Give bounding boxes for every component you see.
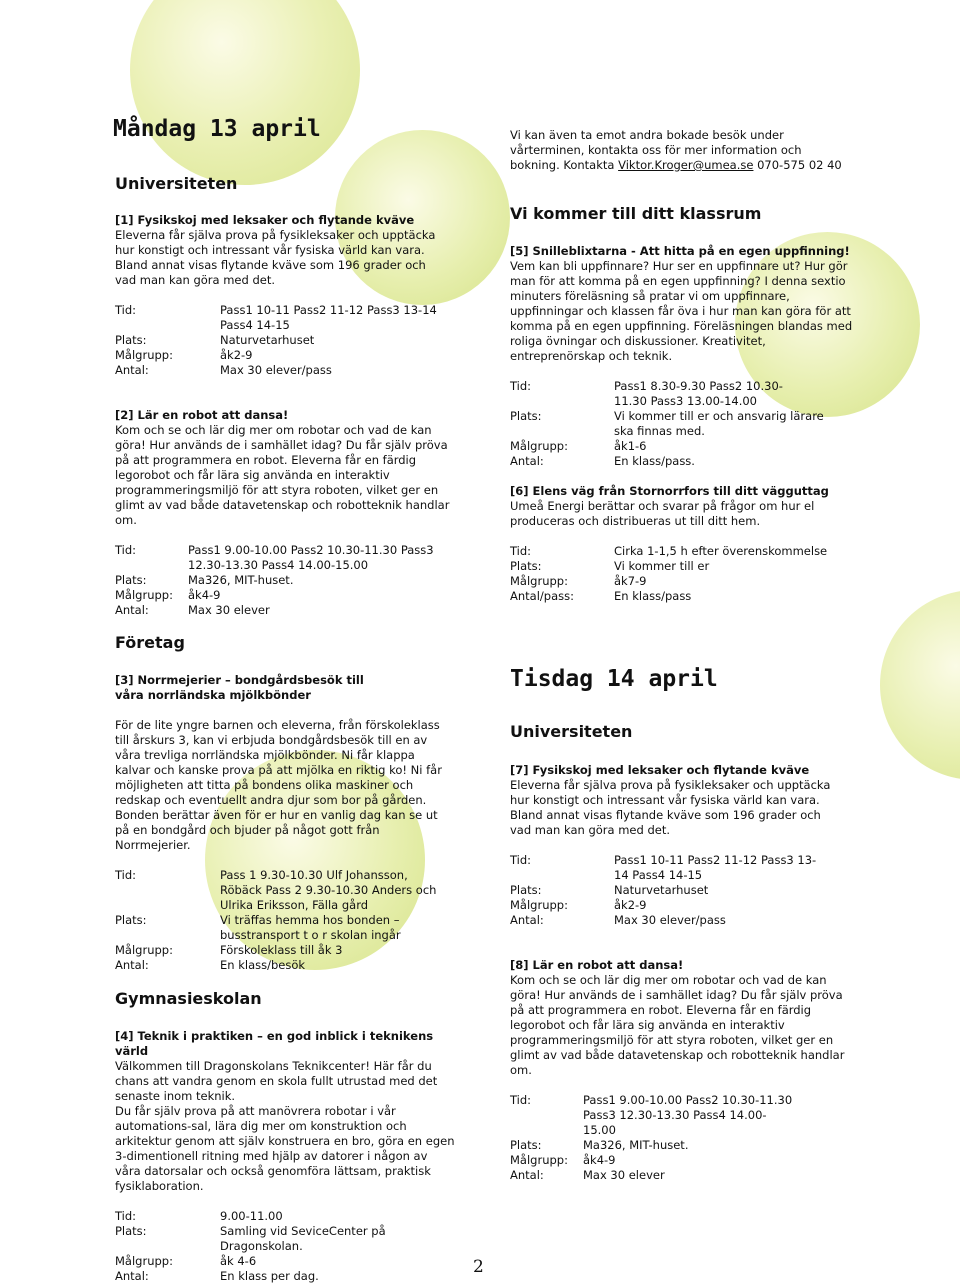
detail-row <box>115 303 450 333</box>
detail-label: Plats: <box>510 1138 542 1152</box>
detail-row <box>510 1153 850 1168</box>
detail-row <box>115 913 450 943</box>
detail-row <box>115 603 450 618</box>
detail-value: Max 30 elever/pass <box>220 363 332 377</box>
detail-label: Plats: <box>115 1224 147 1238</box>
detail-value: Vi träffas hemma hos bonden – busstransport t o r skolan ingår <box>220 913 401 942</box>
detail-label: Tid: <box>510 379 532 393</box>
detail-value: Cirka 1-1,5 h efter överenskommelse <box>614 544 828 558</box>
monday-date-heading: Måndag 13 april <box>113 116 321 142</box>
detail-row <box>510 898 845 913</box>
item-3 <box>115 673 450 973</box>
detail-value: Förskoleklass till åk 3 <box>220 943 343 957</box>
detail-row <box>510 853 845 883</box>
detail-value: Naturvetarhuset <box>220 333 315 347</box>
item-title: [3] Norrmejerier – bondgårdsbesök till våra norrländska mjölkbönder <box>115 673 364 702</box>
item-title: [6] Elens väg från Stornorrfors till ditt vägguttag <box>510 484 829 498</box>
detail-label: Tid: <box>115 303 137 317</box>
detail-value: Pass1 10-11 Pass2 11-12 Pass3 13-14 Pass4 14-15 <box>220 303 437 332</box>
detail-label: Målgrupp: <box>115 1254 173 1268</box>
detail-row <box>510 544 845 559</box>
item-title: [8] Lär en robot att dansa! <box>510 958 684 972</box>
intro-text: Vi kan även ta emot andra bokade besök under vårterminen, kontakta oss för mer information och bokning. Kontakta <box>510 128 802 172</box>
detail-value: Pass 1 9.30-10.30 Ulf Johansson, Röbäck Pass 2 9.30-10.30 Anders och Ulrika Eriksson, Fälla gård <box>220 868 437 912</box>
item-body: För de lite yngre barnen och eleverna, från förskoleklass till årskurs 3, kan vi erbjuda bondgårdsbesök till en av våra trevliga norrländska mjölkbönder. Ni får klappa kalvar och kanske prova på att mjölka en riktig ko! Ni får möjligheten att titta på bondens olika maskiner och redskap och eventuellt andra djur som bor på gården. Bonden berättar även för er hur en vanlig dag kan se ut på en bondgård och bjuder på något gott från Norrmejerier. <box>115 718 442 852</box>
detail-row <box>510 409 855 439</box>
item-body: Kom och se och lär dig mer om robotar och vad de kan göra! Hur används de i samhället idag? Du får själv pröva på att programmera en robot. Eleverna får en färdig legorobot och får lära sig använda en interaktiv programmeringsmiljö för att styra roboten, vilket ger en glimt av vad både datavetenskap och robotteknik handlar om. <box>510 973 845 1077</box>
item-5 <box>510 244 855 469</box>
detail-label: Plats: <box>115 573 147 587</box>
detail-label: Målgrupp: <box>115 943 173 957</box>
page-number: 2 <box>473 1257 484 1277</box>
detail-label: Målgrupp: <box>510 574 568 588</box>
detail-value: Max 30 elever <box>583 1168 665 1182</box>
detail-label: Tid: <box>510 544 532 558</box>
detail-value: Pass1 9.00-10.00 Pass2 10.30-11.30 Pass3 12.30-13.30 Pass4 14.00-15.00 <box>188 543 434 572</box>
detail-label: Antal: <box>115 1269 149 1283</box>
detail-row <box>115 573 450 588</box>
detail-row <box>115 348 450 363</box>
item-title: [4] Teknik i praktiken – en god inblick i teknikens värld <box>115 1029 434 1058</box>
contact-email-link[interactable]: Viktor.Kroger@umea.se <box>618 158 754 172</box>
detail-row <box>510 913 845 928</box>
detail-value: En klass per dag. <box>220 1269 319 1283</box>
detail-value: åk4-9 <box>583 1153 616 1167</box>
item-1 <box>115 213 450 378</box>
detail-row <box>510 1138 850 1153</box>
detail-value: 9.00-11.00 <box>220 1209 283 1223</box>
item-7 <box>510 763 845 928</box>
detail-value: Pass1 9.00-10.00 Pass2 10.30-11.30 Pass3 12.30-13.30 Pass4 14.00-15.00 <box>583 1093 793 1137</box>
detail-label: Målgrupp: <box>115 348 173 362</box>
detail-label: Tid: <box>115 543 137 557</box>
detail-value: En klass/pass. <box>614 454 695 468</box>
detail-row <box>115 588 450 603</box>
item-body: Kom och se och lär dig mer om robotar och vad de kan göra! Hur används de i samhället idag? Du får själv pröva på att programmera en robot. Eleverna får en färdig legorobot och får lära sig använda en interaktiv programmeringsmiljö för att styra roboten, vilket ger en glimt av vad både datavetenskap och robotteknik handlar om. <box>115 423 450 527</box>
detail-value: Ma326, MIT-huset. <box>188 573 294 587</box>
detail-row <box>115 543 450 573</box>
item-6 <box>510 484 845 604</box>
detail-label: Målgrupp: <box>510 1153 568 1167</box>
gymnasie-heading: Gymnasieskolan <box>115 989 262 1008</box>
detail-label: Tid: <box>115 868 137 882</box>
detail-label: Antal/pass: <box>510 589 574 603</box>
detail-row <box>115 1269 455 1284</box>
detail-label: Målgrupp: <box>510 439 568 453</box>
detail-row <box>510 589 845 604</box>
detail-row <box>115 1224 455 1254</box>
item-title: [2] Lär en robot att dansa! <box>115 408 289 422</box>
detail-label: Plats: <box>510 559 542 573</box>
detail-label: Plats: <box>510 409 542 423</box>
detail-row <box>115 868 450 913</box>
item-body: Umeå Energi berättar och svarar på frågor om hur el produceras och distribueras ut till ditt hem. <box>510 499 815 528</box>
item-title: [5] Snilleblixtarna - Att hitta på en egen uppfinning! <box>510 244 850 258</box>
detail-label: Målgrupp: <box>510 898 568 912</box>
detail-row <box>510 559 845 574</box>
detail-value: åk4-9 <box>188 588 221 602</box>
decorative-circle <box>880 590 960 780</box>
item-4 <box>115 1029 455 1284</box>
item-8 <box>510 958 850 1183</box>
detail-value: En klass/besök <box>220 958 306 972</box>
item-body: Eleverna får själva prova på fysikleksaker och upptäcka hur konstigt och intressant vår fysiska värld kan vara. Bland annat visas flytande kväve som 196 grader och vad man kan göra med det. <box>510 778 831 837</box>
detail-value: En klass/pass <box>614 589 692 603</box>
detail-value: Vi kommer till er <box>614 559 710 573</box>
item-title: [7] Fysikskoj med leksaker och flytande kväve <box>510 763 810 777</box>
detail-row <box>115 1209 455 1224</box>
detail-label: Antal: <box>115 603 149 617</box>
item-2 <box>115 408 450 618</box>
detail-label: Antal: <box>510 913 544 927</box>
detail-label: Antal: <box>115 958 149 972</box>
detail-row <box>115 1254 455 1269</box>
detail-row <box>510 379 855 409</box>
detail-value: Samling vid SeviceCenter på Dragonskolan. <box>220 1224 386 1253</box>
detail-label: Antal: <box>115 363 149 377</box>
detail-value: Naturvetarhuset <box>614 883 709 897</box>
item-body: Eleverna får själva prova på fysikleksaker och upptäcka hur konstigt och intressant vår fysiska värld kan vara. Bland annat visas flytande kväve som 196 grader och vad man kan göra med det. <box>115 228 436 287</box>
detail-row <box>510 883 845 898</box>
detail-row <box>510 454 855 469</box>
detail-label: Plats: <box>115 333 147 347</box>
detail-label: Tid: <box>510 1093 532 1107</box>
decorative-circle <box>130 0 360 185</box>
universitet-heading: Universiteten <box>510 722 633 741</box>
detail-label: Plats: <box>115 913 147 927</box>
detail-row <box>510 574 845 589</box>
detail-label: Tid: <box>510 853 532 867</box>
detail-label: Tid: <box>115 1209 137 1223</box>
foretag-heading: Företag <box>115 633 185 652</box>
klassrum-heading: Vi kommer till ditt klassrum <box>510 204 762 223</box>
detail-row <box>510 1093 850 1138</box>
detail-value: Max 30 elever/pass <box>614 913 726 927</box>
universitet-heading: Universiteten <box>115 174 238 193</box>
detail-value: Vi kommer till er och ansvarig lärare ska finnas med. <box>614 409 824 438</box>
detail-row <box>115 363 450 378</box>
detail-label: Antal: <box>510 1168 544 1182</box>
item-body-2: Du får själv prova på att manövrera robotar i vår automations-sal, lära dig mer om konstruktion och arkitektur genom att själv konstruera en bro, göra en egen 3-dimentionell ritning med hjälp av datorer i någon av våra datorsalar och också genomföra lättsam, praktisk fysiklaboration. <box>115 1104 455 1193</box>
detail-row <box>510 439 855 454</box>
detail-value: åk 4-6 <box>220 1254 257 1268</box>
detail-value: Pass1 10-11 Pass2 11-12 Pass3 13-14 Pass4 14-15 <box>614 853 817 882</box>
detail-value: åk1-6 <box>614 439 647 453</box>
detail-label: Plats: <box>510 883 542 897</box>
detail-row <box>115 333 450 348</box>
item-title: [1] Fysikskoj med leksaker och flytande kväve <box>115 213 415 227</box>
detail-row <box>115 943 450 958</box>
intro-paragraph <box>510 128 845 173</box>
detail-row <box>510 1168 850 1183</box>
detail-label: Antal: <box>510 454 544 468</box>
detail-value: Pass1 8.30-9.30 Pass2 10.30-11.30 Pass3 13.00-14.00 <box>614 379 783 408</box>
contact-phone: 070-575 02 40 <box>753 158 842 172</box>
detail-value: åk2-9 <box>220 348 253 362</box>
detail-value: åk2-9 <box>614 898 647 912</box>
detail-value: Max 30 elever <box>188 603 270 617</box>
detail-value: åk7-9 <box>614 574 647 588</box>
item-body: Välkommen till Dragonskolans Teknikcenter! Här får du chans att vandra genom en skola fullt utrustad med det senaste inom teknik. <box>115 1059 438 1103</box>
tuesday-date-heading: Tisdag 14 april <box>510 666 718 692</box>
detail-label: Målgrupp: <box>115 588 173 602</box>
detail-value: Ma326, MIT-huset. <box>583 1138 689 1152</box>
detail-row <box>115 958 450 973</box>
item-body: Vem kan bli uppfinnare? Hur ser en uppfinnare ut? Hur gör man för att komma på en egen uppfinning? I denna sextio minuters föreläsning så pratar vi om uppfinnare, uppfinningar och klassen får öva i hur man kan göra för att komma på en egen uppfinning. Föreläsningen blandas med roliga övningar och diskussioner. Kreativitet, entreprenörskap och teknik. <box>510 259 853 363</box>
